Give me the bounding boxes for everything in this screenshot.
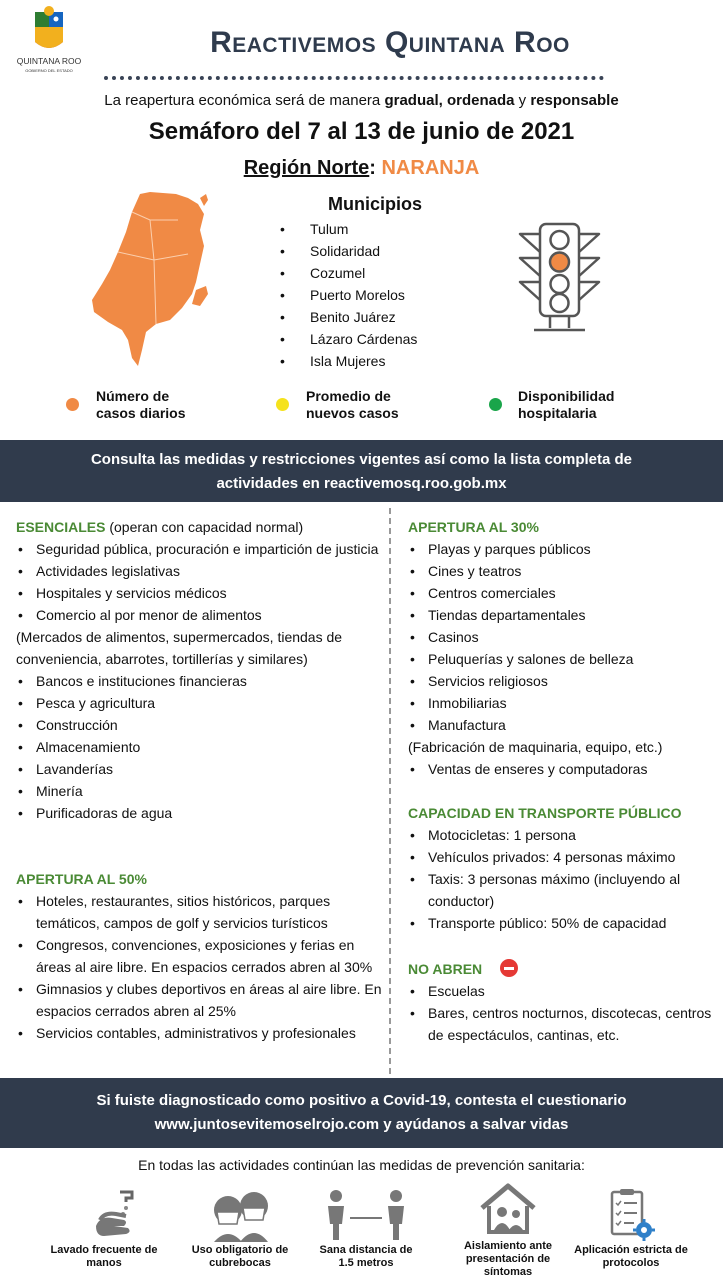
list-note: (Mercados de alimentos, supermercados, tiendas de conveniencia, abarrotes, tortillerías y similares) (16, 629, 343, 667)
logo-text: QUINTANA ROO (16, 56, 82, 66)
region-label: Región Norte (243, 157, 370, 179)
region-sep: : (369, 157, 382, 179)
apertura-30-list (408, 538, 713, 736)
list-item: • Escuelas (408, 980, 713, 1002)
list-item: • Motocicletas: 1 persona (408, 824, 713, 846)
traffic-light-icon (512, 220, 607, 335)
municipio-item: • Tulum (280, 218, 417, 240)
list-item: • Lavanderías (16, 758, 384, 780)
banner-link-line[interactable]: www.juntosevitemoselrojo.com y ayúdanos a salvar vidas (154, 1116, 569, 1133)
prevencion-label: Sana distancia de 1.5 metros (319, 1244, 413, 1269)
list-item: • Purificadoras de agua (16, 802, 384, 824)
info-banner (0, 440, 723, 502)
semaforo-dates: Semáforo del 7 al 13 de junio de 2021 (148, 118, 575, 145)
list-item: • Bares, centros nocturnos, discotecas, centros de espectáculos, cantinas, etc. (408, 1002, 713, 1046)
esenciales-list-2 (16, 670, 384, 824)
section-heading: CAPACIDAD EN TRANSPORTE PÚBLICO (408, 805, 682, 821)
list-item: • Ventas de enseres y computadoras (408, 758, 713, 780)
region-color: NARANJA (381, 157, 480, 179)
logo-subtext: GOBIERNO DEL ESTADO (25, 68, 73, 73)
quintana-roo-logo (8, 6, 90, 76)
region-map (88, 190, 213, 370)
legend-dot-orange (66, 398, 79, 411)
subtitle-pre: La reapertura económica será de manera (104, 92, 385, 109)
esenciales-section (16, 516, 384, 824)
legend-dot-green (489, 398, 502, 411)
list-item: • Transporte público: 50% de capacidad (408, 912, 713, 934)
list-item: • Hoteles, restaurantes, sitios históricos, parques temáticos, campos de golf y servicios turísticos (16, 890, 384, 934)
no-abren-list (408, 980, 713, 1046)
column-divider (389, 508, 391, 1074)
apertura-30-list-2 (408, 758, 713, 780)
list-item: • Actividades legislativas (16, 560, 384, 582)
page-title: Reactivemos Quintana Roo (210, 26, 570, 59)
list-item: • Inmobiliarias (408, 692, 713, 714)
list-item: • Minería (16, 780, 384, 802)
municipio-item: • Puerto Morelos (280, 284, 417, 306)
list-item: • Pesca y agricultura (16, 692, 384, 714)
heading-text: NO ABREN (408, 961, 483, 977)
list-item: • Centros comerciales (408, 582, 713, 604)
prevencion-title: En todas las actividades continúan las medidas de prevención sanitaria: (138, 1157, 585, 1173)
municipios-list (280, 218, 417, 372)
distance-icon (324, 1188, 408, 1242)
region-status (0, 157, 723, 180)
apertura-30-section (408, 516, 713, 780)
transporte-list (408, 824, 713, 934)
list-item: • Seguridad pública, procuración e impartición de justicia (16, 538, 384, 560)
no-abren-section (408, 958, 713, 1046)
municipios-title: Municipios (328, 194, 422, 214)
legend-line: casos diarios (96, 405, 186, 421)
list-item: • Servicios religiosos (408, 670, 713, 692)
municipio-item: • Cozumel (280, 262, 417, 284)
list-item: • Almacenamiento (16, 736, 384, 758)
list-item: • Bancos e instituciones financieras (16, 670, 384, 692)
home-isolation-icon (478, 1182, 538, 1236)
section-heading: APERTURA AL 30% (408, 519, 539, 535)
legend-line: Promedio de (306, 388, 391, 404)
section-heading (408, 958, 713, 980)
transporte-section (408, 802, 713, 934)
legend-promedio (306, 388, 399, 422)
list-item: • Taxis: 3 personas máximo (incluyendo al conductor) (408, 868, 713, 912)
prevencion-label: Lavado frecuente de manos (50, 1244, 158, 1269)
legend-line: nuevos casos (306, 405, 399, 421)
legend-dot-yellow (276, 398, 289, 411)
heading-text: ESENCIALES (16, 519, 106, 535)
list-item: • Hospitales y servicios médicos (16, 582, 384, 604)
checklist-icon (606, 1188, 656, 1242)
list-item: • Vehículos privados: 4 personas máximo (408, 846, 713, 868)
list-item: • Congresos, convenciones, exposiciones y ferias en áreas al aire libre. En espacios cerrados abren al 30% (16, 934, 384, 978)
legend-casos-diarios (96, 388, 186, 422)
legend-line: Disponibilidad (518, 388, 615, 404)
list-item: • Servicios contables, administrativos y profesionales (16, 1022, 384, 1044)
list-item: • Playas y parques públicos (408, 538, 713, 560)
section-heading: APERTURA AL 50% (16, 871, 147, 887)
apertura-50-list (16, 890, 384, 1044)
municipio-item: • Isla Mujeres (280, 350, 417, 372)
covid-banner (0, 1078, 723, 1148)
legend-line: hospitalaria (518, 405, 597, 421)
prevencion-label: Aislamiento ante presentación de síntomas (463, 1240, 553, 1278)
esenciales-list (16, 538, 384, 626)
list-item: • Cines y teatros (408, 560, 713, 582)
no-entry-icon (500, 959, 518, 977)
section-heading (16, 516, 384, 538)
banner-line: Si fuiste diagnosticado como positivo a Covid-19, contesta el cuestionario (96, 1092, 627, 1109)
list-item: • Tiendas departamentales (408, 604, 713, 626)
handwash-icon (90, 1188, 140, 1242)
municipio-item: • Benito Juárez (280, 306, 417, 328)
list-item: • Construcción (16, 714, 384, 736)
list-item: • Casinos (408, 626, 713, 648)
banner-line: Consulta las medidas y restricciones vigentes así como la lista completa de (90, 451, 633, 468)
prevencion-label: Uso obligatorio de cubrebocas (191, 1244, 289, 1269)
legend-hospitalaria (518, 388, 614, 422)
municipio-item: • Solidaridad (280, 240, 417, 262)
municipio-item: • Lázaro Cárdenas (280, 328, 417, 350)
list-item: • Comercio al por menor de alimentos (16, 604, 384, 626)
banner-link-line[interactable]: actividades en reactivemosq.roo.gob.mx (216, 475, 507, 492)
face-mask-icon (208, 1188, 272, 1242)
subtitle-mid: y (514, 92, 531, 109)
list-note: (Fabricación de maquinaria, equipo, etc.) (408, 739, 663, 755)
prevencion-label: Aplicación estricta de protocolos (574, 1244, 688, 1269)
apertura-50-section (16, 868, 384, 1044)
subtitle (0, 92, 723, 109)
list-item: • Peluquerías y salones de belleza (408, 648, 713, 670)
list-item: • Gimnasios y clubes deportivos en áreas al aire libre. En espacios cerrados abren al 25% (16, 978, 384, 1022)
list-item: • Manufactura (408, 714, 713, 736)
heading-note: (operan con capacidad normal) (105, 519, 304, 535)
subtitle-bold-2: responsable (530, 92, 619, 109)
subtitle-bold-1: gradual, ordenada (384, 92, 515, 109)
title-divider (104, 76, 604, 80)
legend-line: Número de (96, 388, 170, 404)
